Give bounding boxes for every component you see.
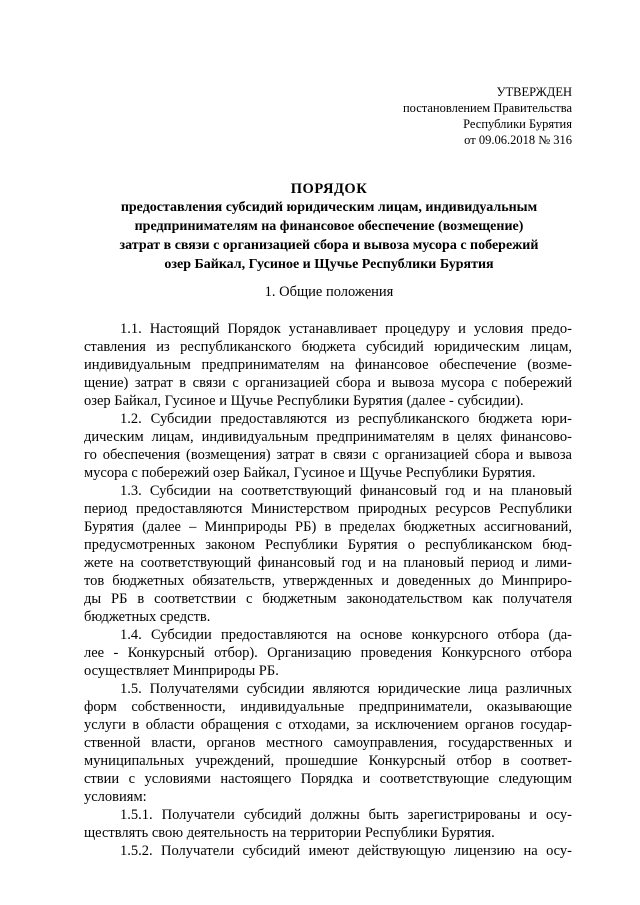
body-text-line: лее - Конкурсный отбор). Организацию проведения Конкурсного отбора bbox=[84, 645, 572, 661]
body-text-line: период предоставляются Министерством природных ресурсов Республики bbox=[84, 501, 572, 517]
body-text-line: 1.1. Настоящий Порядок устанавливает процедуру и условия предо- bbox=[120, 321, 572, 337]
body-text-line: осуществляет Минприроды РБ. bbox=[84, 663, 279, 679]
body-text-line: ствии с условиями настоящего Порядка и соответствующие следующим bbox=[84, 771, 572, 787]
body-text-line: Бурятия (далее – Минприроды РБ) в пределах бюджетных ассигнований, bbox=[84, 519, 572, 535]
body-text-line: озер Байкал, Гусиное и Щучье Республики Бурятия (далее - субсидии). bbox=[84, 393, 524, 409]
approval-line: Республики Бурятия bbox=[463, 117, 572, 131]
body-text-line: бюджетных средств. bbox=[84, 609, 211, 625]
body-text-line: предусмотренных законом Республики Бурятия о республиканском бюд- bbox=[84, 537, 572, 553]
body-text-line: 1.5.2. Получатели субсидий имеют действующую лицензию на осу- bbox=[120, 843, 572, 859]
body-text-line: мусора с побережий озер Байкал, Гусиное и Щучье Республики Бурятия. bbox=[84, 465, 536, 481]
body-text-line: муниципальных учреждений, прошедшие Конкурсный отбор в соответ- bbox=[84, 753, 572, 769]
approval-stamp bbox=[403, 84, 572, 148]
body-text-line: ществлять свою деятельность на территории Республики Бурятия. bbox=[84, 825, 495, 841]
approval-line: от 09.06.2018 № 316 bbox=[464, 133, 572, 147]
body-text-line: услуги в области обращения с отходами, за исключением органов государ- bbox=[84, 717, 572, 733]
body-text-line: индивидуальным предпринимателям на финансовое обеспечение (возме- bbox=[84, 357, 572, 373]
approval-line: УТВЕРЖДЕН bbox=[496, 85, 572, 99]
body-text-line: 1.4. Субсидии предоставляются на основе конкурсного отбора (да- bbox=[120, 627, 572, 643]
document-title: ПОРЯДОК bbox=[290, 181, 368, 197]
body-text-line: 1.5.1. Получатели субсидий должны быть зарегистрированы и осу- bbox=[120, 807, 572, 823]
body-text-line: 1.2. Субсидии предоставляются из республиканского бюджета юри- bbox=[120, 411, 572, 427]
document-subtitle-line: предпринимателям на финансовое обеспечение (возмещение) bbox=[134, 219, 524, 234]
document-subtitle-line: озер Байкал, Гусиное и Щучье Республики Бурятия bbox=[164, 257, 494, 272]
body-text bbox=[84, 320, 572, 860]
body-text-line: ставления из республиканского бюджета субсидий юридическим лицам, bbox=[84, 339, 572, 355]
body-text-line: 1.5. Получателями субсидии являются юридические лица различных bbox=[120, 681, 572, 697]
document-subtitle-line: предоставления субсидий юридическим лицам, индивидуальным bbox=[120, 200, 538, 215]
section-heading: 1. Общие положения bbox=[264, 284, 394, 300]
body-text-line: го обеспечения (возмещения) затрат в связи с организацией сбора и вывоза bbox=[84, 447, 572, 463]
body-text-line: ды РБ в соответствии с бюджетным законодательством как получателя bbox=[84, 591, 572, 607]
title-block bbox=[94, 180, 564, 274]
body-text-line: форм собственности, индивидуальные предприниматели, оказывающие bbox=[84, 699, 572, 715]
body-text-line: условиям: bbox=[84, 789, 147, 805]
body-text-line: тов бюджетных обязательств, утвержденных и доведенных до Минприро- bbox=[84, 573, 572, 589]
body-text-line: дическим лицам, индивидуальным предпринимателям в целях финансово- bbox=[84, 429, 572, 445]
body-text-line: 1.3. Субсидии на соответствующий финансовый год и на плановый bbox=[120, 483, 572, 499]
body-text-line: ственной власти, органов местного самоуправления, государственных и bbox=[84, 735, 572, 751]
body-text-line: жете на соответствующий финансовый год и на плановый период и лими- bbox=[84, 555, 572, 571]
body-text-line: щение) затрат в связи с организацией сбора и вывоза мусора с побережий bbox=[84, 375, 572, 391]
approval-line: постановлением Правительства bbox=[402, 101, 572, 115]
document-subtitle-line: затрат в связи с организацией сбора и вывоза мусора с побережий bbox=[119, 238, 539, 253]
